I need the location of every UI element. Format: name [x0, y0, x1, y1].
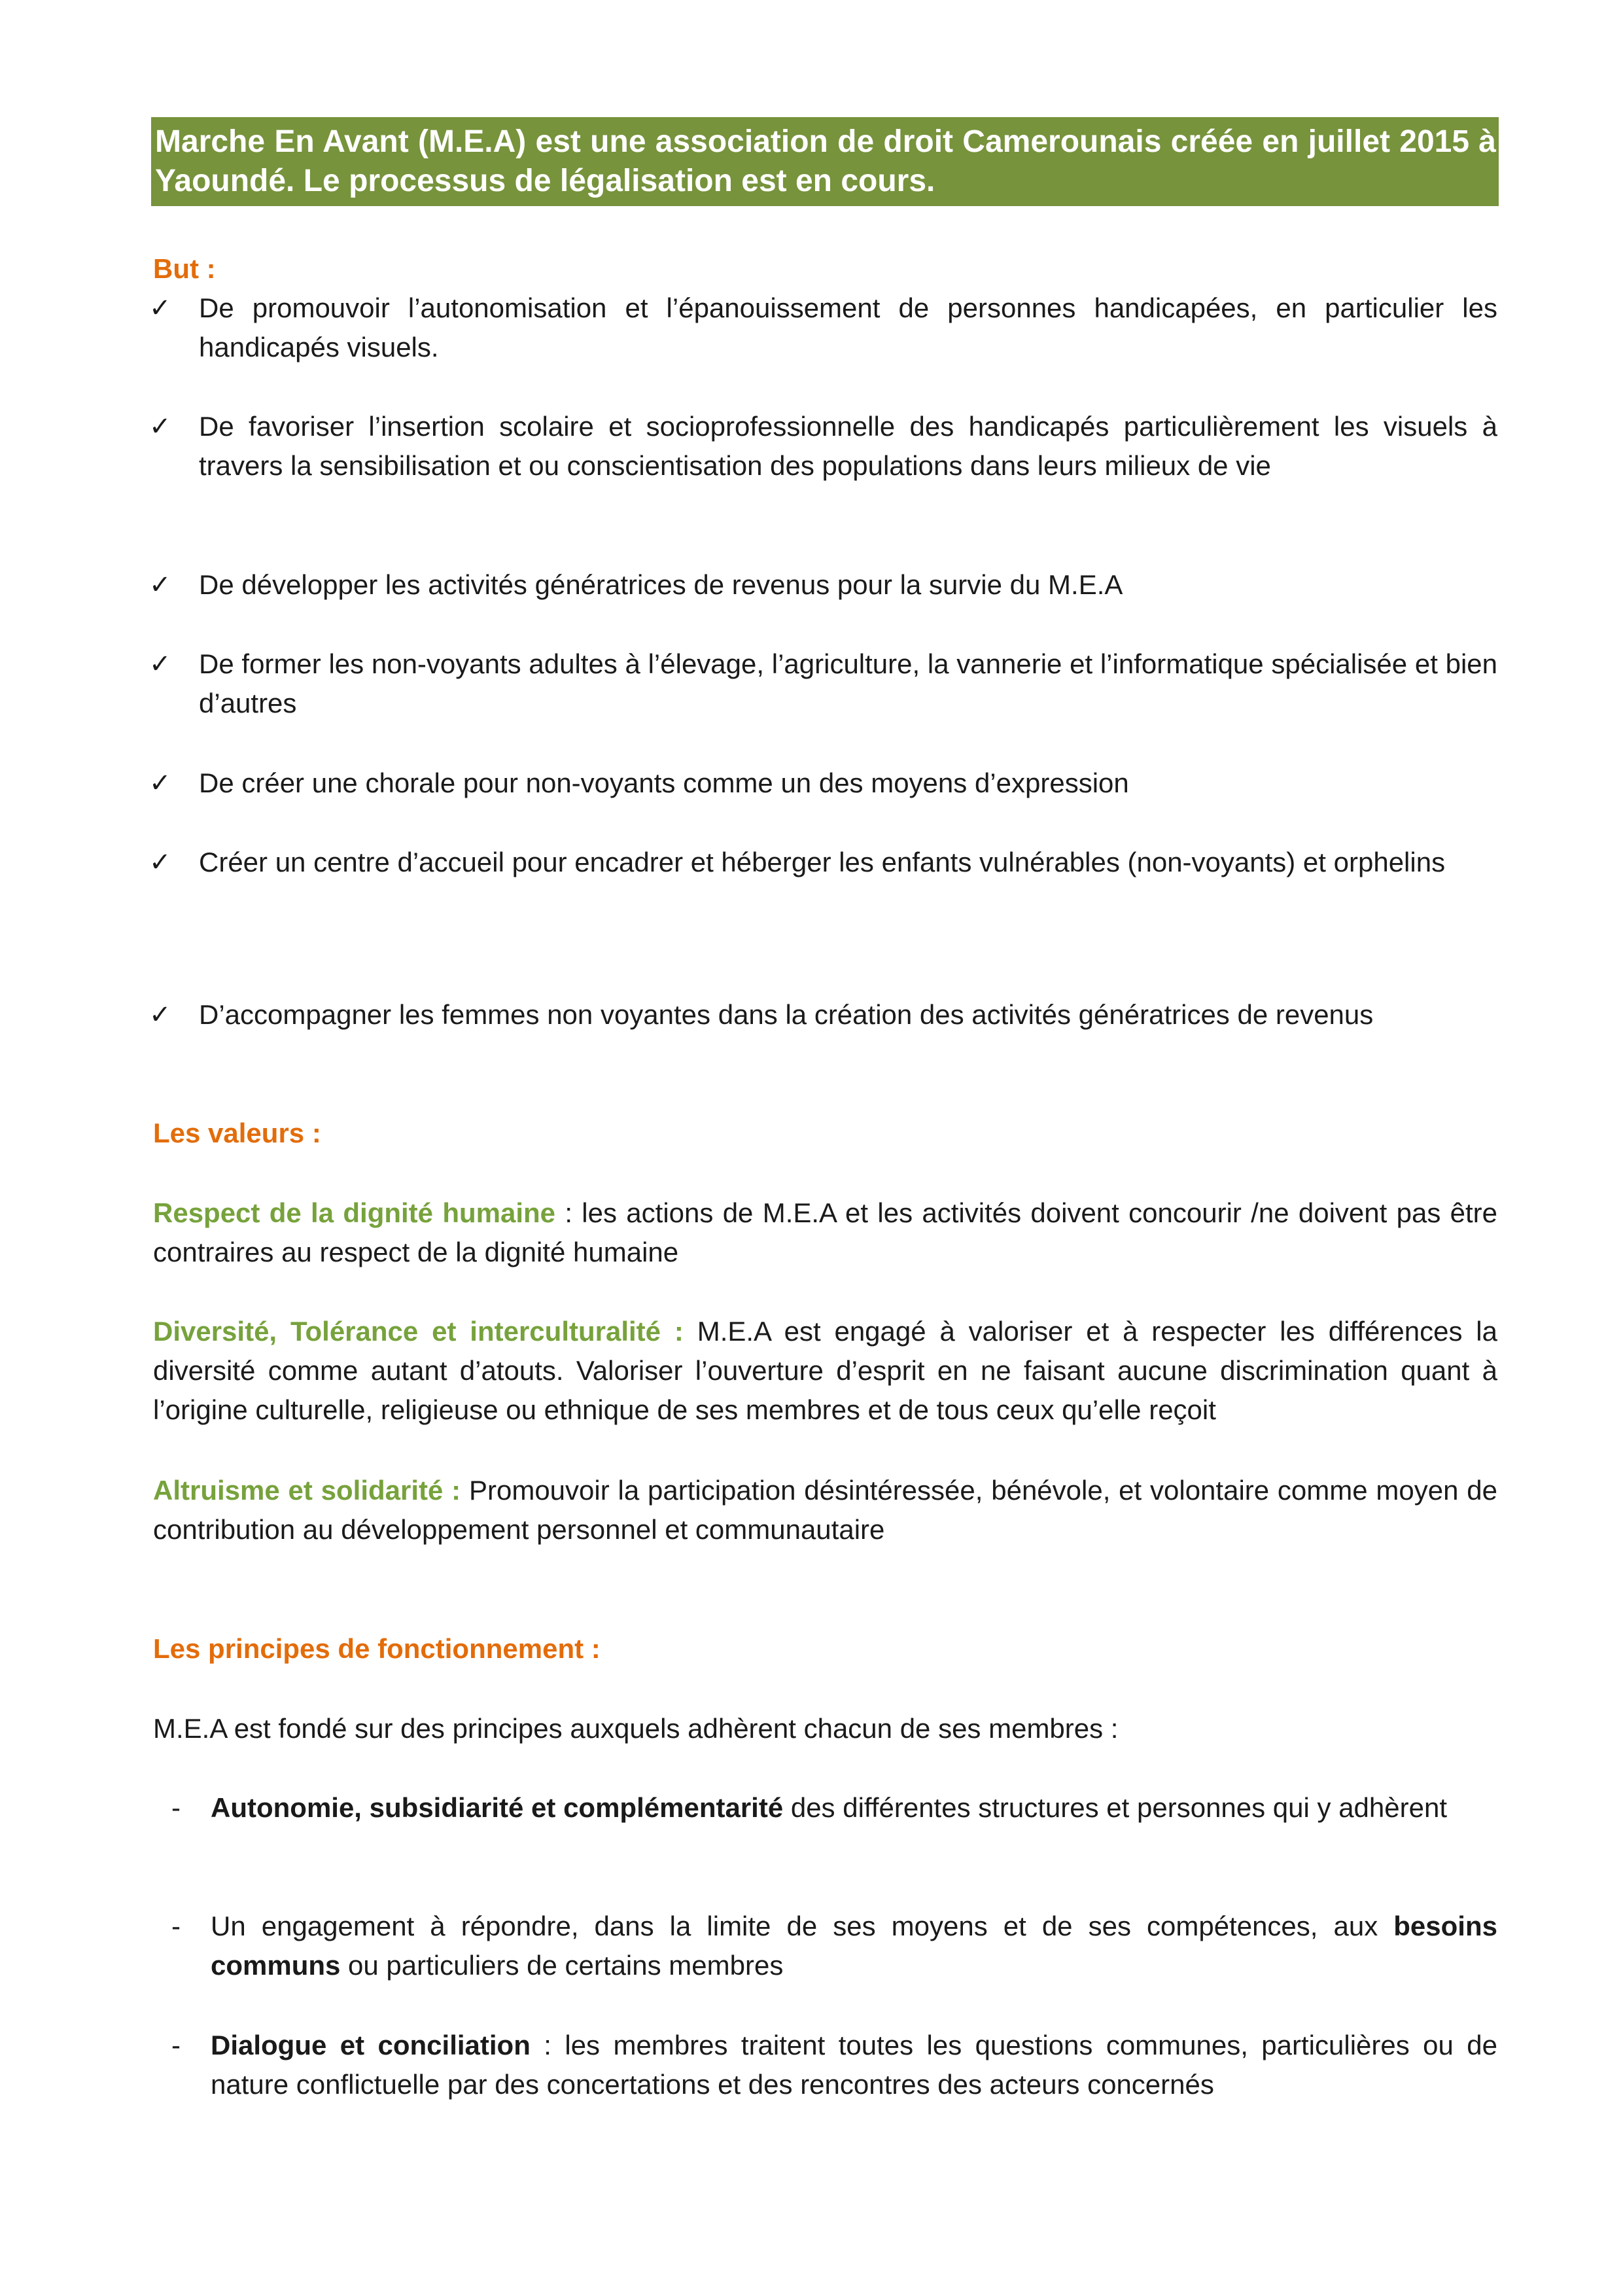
valeur-text: Promouvoir la participation désintéressée, bénévole, et volontaire comme moyen de contribution au développement personnel et communautaire [153, 1475, 1497, 1545]
list-dash: - [171, 1911, 181, 1941]
valeur-respect [153, 1193, 1497, 1272]
principe-item-1 [171, 1788, 1497, 1828]
but-item-text: De favoriser l’insertion scolaire et socioprofessionnelle des handicapés particulièrement les visuels à travers la sensibilisation et ou conscientisation des populations dans leurs milieux de vie [199, 411, 1497, 481]
principe-text: des différentes structures et personnes qui y adhèrent [783, 1792, 1448, 1823]
principe-bold: Dialogue et conciliation [211, 2030, 531, 2060]
valeur-altruisme [153, 1471, 1497, 1549]
heading-but: But : [153, 253, 216, 284]
intro-banner [151, 117, 1499, 206]
but-item-1 [149, 289, 1497, 367]
principe-text: Un engagement à répondre, dans la limite de ses moyens et de ses compétences, aux [211, 1911, 1394, 1941]
but-item-text: De promouvoir l’autonomisation et l’épanouissement de personnes handicapées, en particulier les handicapés visuels. [199, 292, 1497, 362]
but-item-text: De développer les activités génératrices de revenus pour la survie du M.E.A [199, 569, 1123, 600]
but-item-6 [149, 843, 1497, 882]
valeur-label: Respect de la dignité humaine [153, 1197, 556, 1228]
but-item-5 [149, 764, 1497, 803]
but-item-text: De former les non-voyants adultes à l’élevage, l’agriculture, la vannerie et l’informatique spécialisée et bien d’autres [199, 648, 1497, 718]
principe-text: ou particuliers de certains membres [340, 1950, 784, 1981]
but-item-4 [149, 645, 1497, 723]
principe-item-2 [171, 1907, 1497, 1985]
heading-principes: Les principes de fonctionnement : [153, 1633, 601, 1664]
principe-item-3 [171, 2026, 1497, 2104]
checkmark-icon: ✓ [149, 649, 171, 679]
valeur-label: Altruisme et solidarité : [153, 1475, 461, 1506]
but-item-text: D’accompagner les femmes non voyantes dans la création des activités génératrices de revenus [199, 999, 1374, 1030]
valeur-diversite [153, 1312, 1497, 1430]
intro-banner-text: Marche En Avant (M.E.A) est une association de droit Camerounais créée en juillet 2015 à Yaoundé. Le processus de légalisation est en cours. [155, 124, 1496, 198]
checkmark-icon: ✓ [149, 847, 171, 877]
principe-bold: besoins communs [211, 1911, 1497, 1981]
valeur-text: M.E.A est engagé à valoriser et à respecter les différences la diversité comme autant d’atouts. Valoriser l’ouverture d’esprit en ne faisant aucune discrimination quant à l’origine culturelle, religieuse ou ethnique de ses membres et de tous ceux qu’elle reçoit [153, 1316, 1497, 1425]
list-dash: - [171, 1792, 181, 1823]
principe-bold: Autonomie, subsidiarité et complémentarité [211, 1792, 784, 1823]
but-item-7 [149, 995, 1497, 1034]
valeur-label: Diversité, Tolérance et interculturalité : [153, 1316, 684, 1347]
list-dash: - [171, 2030, 181, 2060]
principe-text: : les membres traitent toutes les questions communes, particulières ou de nature conflictuelle par des concertations et des rencontres des acteurs concernés [211, 2030, 1497, 2100]
but-item-2 [149, 407, 1497, 486]
but-item-text: Créer un centre d’accueil pour encadrer et héberger les enfants vulnérables (non-voyants) et orphelins [199, 847, 1446, 877]
checkmark-icon: ✓ [149, 570, 171, 600]
but-item-text: De créer une chorale pour non-voyants comme un des moyens d’expression [199, 768, 1129, 798]
principes-intro: M.E.A est fondé sur des principes auxquels adhèrent chacun de ses membres : [153, 1713, 1119, 1744]
checkmark-icon: ✓ [149, 768, 171, 798]
checkmark-icon: ✓ [149, 1000, 171, 1030]
checkmark-icon: ✓ [149, 412, 171, 442]
but-item-3 [149, 565, 1497, 605]
checkmark-icon: ✓ [149, 293, 171, 323]
heading-valeurs: Les valeurs : [153, 1118, 321, 1148]
valeur-text: : les actions de M.E.A et les activités doivent concourir /ne doivent pas être contraires au respect de la dignité humaine [153, 1197, 1498, 1267]
